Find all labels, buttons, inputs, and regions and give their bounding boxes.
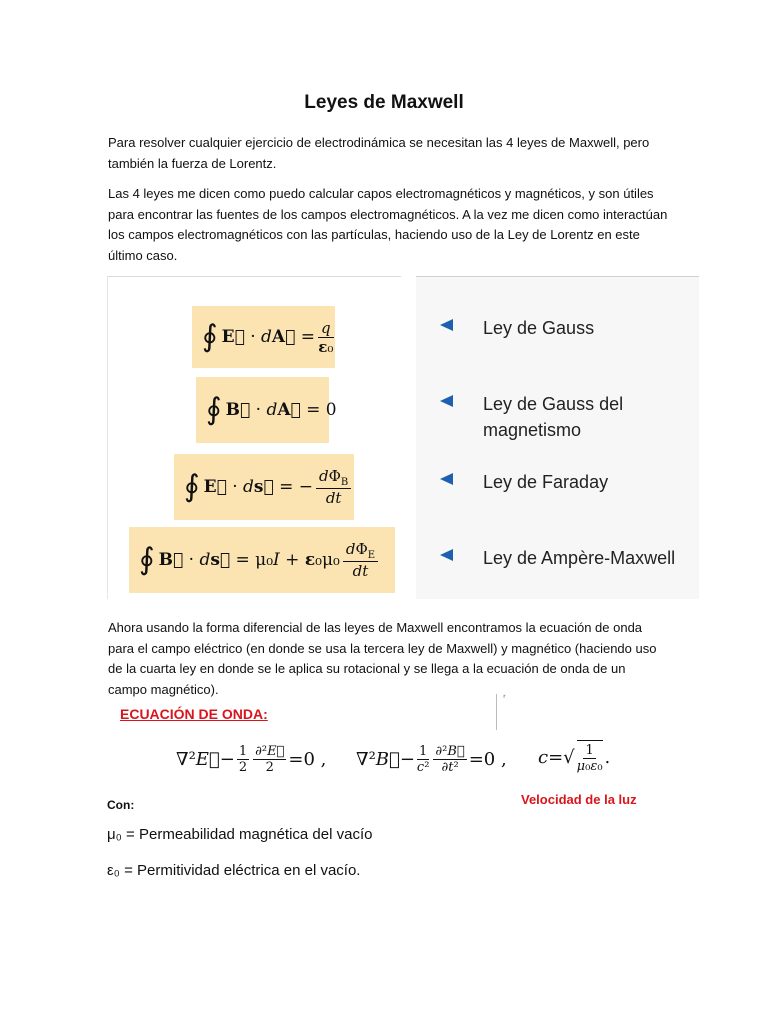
margin-marker: ⸢ <box>496 694 510 730</box>
law-names-panel <box>416 276 699 599</box>
wave-equation-paragraph: Ahora usando la forma diferencial de las leyes de Maxwell encontramos la ecuación de onda para el campo eléctrico (en donde se usa la tercera ley de Maxwell) y magnético (haciendo uso de la cuarta ley en donde se le aplica su rotacional y se llega a la ecuación de onda de un campo magnético). <box>108 620 657 697</box>
arrow-left-icon <box>440 319 453 331</box>
law-item: Ley de Faraday <box>440 469 608 495</box>
mu0-symbol: μ₀ <box>107 826 122 843</box>
epsilon0-symbol: ε₀ <box>107 862 120 879</box>
epsilon0-text: Permitividad eléctrica en el vacío. <box>137 862 361 879</box>
law-item: Ley de Gauss del magnetismo <box>440 391 680 443</box>
definition-mu0: μ₀ = Permeabilidad magnética del vacío <box>107 826 373 843</box>
con-label: Con: <box>107 798 135 812</box>
wave-equation-heading: ECUACIÓN DE ONDA: <box>120 706 268 722</box>
ampere-maxwell-equation: ∮ B⃗ · d s⃗ = μ₀ I + ε ₀μ₀ $\frac{d\Phi_E}{dt}$ <box>129 527 395 593</box>
arrow-left-icon <box>440 473 453 485</box>
faraday-equation: ∮ E⃗ · d s⃗ = − $\frac{d\Phi_B}{dt}$ <box>174 454 354 520</box>
electric-wave-equation: ∇² E⃗ − 1 2 ∂²E⃗ 2 =0 , <box>176 744 327 775</box>
mu0-text: Permeabilidad magnética del vacío <box>138 826 373 843</box>
arrow-left-icon <box>440 395 453 407</box>
magnetic-wave-equation: ∇² B⃗ − 1 c² ∂²B⃗ ∂t² =0 , <box>356 744 507 775</box>
gauss-equation: ∮ E⃗ · d A⃗ = $\frac{q}{\text{ε₀}}$ <box>192 306 335 368</box>
integral-equations-panel <box>107 276 401 599</box>
arrow-left-icon <box>440 549 453 561</box>
laws-description-paragraph: Las 4 leyes me dicen como puedo calcular capos electromagnéticos y magnéticos, y son útiles para encontrar las fuentes de los campos electromagnéticos. A la vez me dicen como interactúan los campos electromagnéticos con las partículas, haciendo uso de la Ley de Lorentz en este último caso. <box>108 186 668 263</box>
maxwell-equations-figure <box>107 276 699 598</box>
intro-paragraph: Para resolver cualquier ejercicio de electrodinámica se necesitan las 4 leyes de Maxwell, pero también la fuerza de Lorentz. <box>108 135 650 171</box>
page-title: Leyes de Maxwell <box>304 92 464 113</box>
definition-epsilon0: ε₀ = Permitividad eléctrica en el vacío. <box>107 862 361 879</box>
law-item: Ley de Ampère-Maxwell <box>440 545 675 571</box>
gauss-magnetism-equation: ∮ B⃗ · d A⃗ = 0 <box>196 377 329 443</box>
speed-of-light-label: Velocidad de la luz <box>521 792 637 807</box>
speed-of-light-equation: c =√ 1 μ₀ε₀ . <box>538 740 610 774</box>
law-item: Ley de Gauss <box>440 315 594 341</box>
